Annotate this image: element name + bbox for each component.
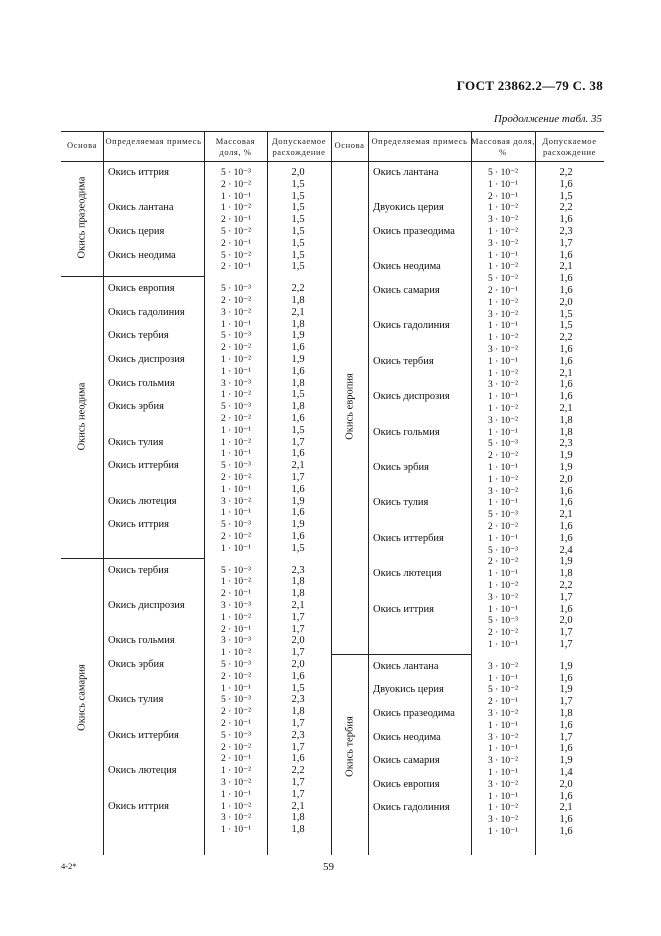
left-tolerance-value: 2,3 (291, 729, 305, 741)
right-mass-fraction: 3 · 10⁻² (487, 415, 519, 426)
right-mass-fraction: 2 · 10⁻¹ (487, 191, 519, 202)
right-tolerance-value: 2,4 (559, 544, 573, 556)
left-mass-fraction: 1 · 10⁻² (220, 766, 252, 777)
right-tolerance-value: 1,7 (559, 591, 573, 603)
left-mass-fraction: 5 · 10⁻³ (220, 520, 252, 531)
left-tolerance-value: 1,5 (291, 682, 305, 694)
left-tolerance-value: 1,5 (291, 202, 305, 214)
right-mass-fraction: 1 · 10⁻² (487, 203, 519, 214)
left-mass-fraction: 2 · 10⁻² (220, 343, 252, 354)
right-tolerance-value: 1,6 (559, 379, 573, 391)
left-tolerance-value: 1,6 (291, 483, 305, 495)
column-header-tolerance: Допускаемое расхождение (542, 136, 597, 157)
left-tolerance-value: 1,5 (291, 190, 305, 202)
left-mass-fraction: 3 · 10⁻² (220, 813, 252, 824)
right-mass-fraction: 3 · 10⁻² (487, 486, 519, 497)
right-impurity-name: Окись гольмия (373, 426, 440, 438)
left-mass-fraction: 1 · 10⁻¹ (220, 449, 252, 460)
left-mass-fraction: 1 · 10⁻¹ (220, 508, 252, 519)
right-mass-fraction: 1 · 10⁻¹ (487, 356, 519, 367)
right-tolerance-value: 1,6 (559, 285, 573, 296)
right-mass-fraction: 3 · 10⁻² (487, 380, 519, 391)
right-mass-fraction: 2 · 10⁻² (487, 451, 519, 462)
right-impurity-name: Окись тербия (373, 355, 434, 367)
right-mass-fraction: 2 · 10⁻² (487, 628, 519, 639)
left-tolerance-value: 1,6 (291, 507, 305, 519)
left-impurity-name: Окись диспрозия (108, 600, 185, 611)
table-top-rule (61, 131, 604, 132)
left-mass-fraction: 2 · 10⁻² (220, 707, 252, 718)
left-base-label: Окись неодима (76, 382, 88, 451)
right-mass-fraction: 1 · 10⁻² (487, 581, 519, 591)
right-impurity-name: Окись неодима (373, 731, 441, 743)
left-tolerance-value: 1,5 (291, 424, 305, 436)
right-base-label: Окись европия (344, 373, 355, 440)
right-tolerance-value: 1,7 (559, 696, 573, 708)
left-mass-fraction: 2 · 10⁻² (220, 296, 252, 306)
right-tolerance-value: 1,7 (559, 639, 573, 650)
left-base-label: Окись празеодима (76, 176, 88, 259)
right-impurity-name: Окись самария (373, 755, 440, 767)
right-tolerance-value: 1,9 (559, 755, 573, 767)
left-tolerance-value: 2,0 (291, 659, 305, 670)
right-mass-fraction: 1 · 10⁻¹ (487, 768, 519, 778)
left-mass-fraction: 1 · 10⁻¹ (220, 484, 252, 495)
left-group-rule (61, 276, 204, 277)
right-tolerance-value: 2,2 (559, 202, 573, 214)
left-tolerance-value: 1,8 (291, 588, 305, 600)
left-tolerance-value: 2,0 (291, 167, 305, 178)
table-continued-caption: Продолжение табл. 35 (493, 113, 602, 125)
right-impurity-name: Окись гадолиния (373, 320, 450, 332)
right-tolerance-value: 1,5 (559, 320, 573, 332)
left-mass-fraction: 2 · 10⁻¹ (220, 215, 252, 226)
left-tolerance-value: 1,6 (291, 753, 305, 765)
right-tolerance-value: 2,0 (559, 778, 573, 790)
left-tolerance-value: 1,7 (291, 611, 305, 623)
left-group-rule (61, 558, 204, 559)
left-mass-fraction: 5 · 10⁻³ (220, 461, 252, 472)
left-mass-fraction: 1 · 10⁻² (220, 355, 252, 365)
right-tolerance-value: 1,6 (559, 603, 573, 615)
left-tolerance-value: 1,7 (291, 623, 305, 635)
left-tolerance-value: 1,5 (291, 542, 305, 554)
right-mass-fraction: 1 · 10⁻¹ (487, 604, 519, 615)
right-mass-fraction: 1 · 10⁻¹ (487, 498, 519, 509)
left-mass-fraction: 1 · 10⁻² (220, 648, 252, 659)
right-mass-fraction: 1 · 10⁻² (487, 333, 519, 344)
left-tolerance-value: 1,9 (291, 495, 305, 507)
left-impurity-name: Окись неодима (108, 249, 176, 261)
column-rule (471, 131, 472, 855)
left-impurity-name: Окись эрбия (108, 401, 164, 413)
left-tolerance-value: 1,7 (291, 788, 305, 800)
right-tolerance-value: 1,6 (559, 743, 573, 755)
left-tolerance-value: 1,8 (291, 295, 305, 306)
column-header-impurity: Определяемая примесь (371, 136, 468, 146)
right-mass-fraction: 1 · 10⁻² (487, 404, 519, 414)
right-tolerance-value: 1,7 (559, 731, 573, 743)
left-mass-fraction: 5 · 10⁻³ (220, 284, 252, 295)
left-mass-fraction: 2 · 10⁻² (220, 179, 252, 190)
column-rule (368, 131, 369, 855)
right-tolerance-value: 1,6 (559, 672, 573, 684)
right-mass-fraction: 3 · 10⁻² (487, 309, 519, 320)
left-mass-fraction: 1 · 10⁻¹ (220, 319, 252, 330)
right-tolerance-value: 1,6 (559, 826, 573, 837)
left-tolerance-value: 2,0 (291, 635, 305, 647)
right-tolerance-value: 1,7 (559, 237, 573, 249)
left-impurity-name: Окись гадолиния (108, 306, 185, 318)
right-mass-fraction: 1 · 10⁻² (487, 227, 519, 237)
left-impurity-name: Окись тербия (108, 564, 169, 576)
right-mass-fraction: 3 · 10⁻² (487, 592, 519, 603)
left-tolerance-value: 1,6 (291, 448, 305, 460)
table-header-rule (61, 161, 604, 162)
page-number: 59 (323, 861, 334, 873)
left-impurity-name: Окись церия (108, 226, 165, 237)
left-tolerance-value: 1,7 (291, 436, 305, 448)
right-impurity-name: Окись лютеция (373, 568, 442, 580)
right-tolerance-value: 2,0 (559, 615, 573, 627)
left-tolerance-value: 1,8 (291, 706, 305, 718)
left-tolerance-value: 1,8 (291, 401, 305, 413)
left-tolerance-value: 1,7 (291, 647, 305, 659)
left-mass-fraction: 5 · 10⁻² (220, 250, 252, 261)
left-impurity-name: Окись тулия (108, 436, 164, 448)
right-tolerance-value: 1,9 (559, 556, 573, 568)
right-impurity-name: Окись лантана (373, 167, 439, 178)
right-tolerance-value: 1,8 (559, 414, 573, 426)
column-header-base: Основа (334, 140, 365, 150)
left-tolerance-value: 2,1 (291, 800, 305, 812)
right-tolerance-value: 1,8 (559, 568, 573, 580)
left-tolerance-value: 1,7 (291, 472, 305, 483)
data-table (61, 131, 604, 855)
left-mass-fraction: 1 · 10⁻¹ (220, 425, 252, 436)
left-mass-fraction: 1 · 10⁻¹ (220, 366, 252, 377)
right-impurity-name: Окись гадолиния (373, 802, 450, 814)
right-impurity-name: Окись эрбия (373, 462, 429, 473)
right-mass-fraction: 5 · 10⁻³ (487, 545, 519, 556)
right-tolerance-value: 2,1 (559, 802, 573, 814)
left-tolerance-value: 2,1 (291, 306, 305, 318)
right-mass-fraction: 5 · 10⁻² (487, 274, 519, 285)
right-tolerance-value: 1,6 (559, 391, 573, 403)
right-tolerance-value: 2,2 (559, 332, 573, 344)
right-tolerance-value: 2,1 (559, 367, 573, 379)
left-impurity-name: Окись тулия (108, 694, 164, 706)
right-tolerance-value: 1,6 (559, 273, 573, 285)
left-mass-fraction: 2 · 10⁻¹ (220, 754, 252, 765)
left-impurity-name: Окись иттрия (108, 800, 170, 812)
right-tolerance-value: 1,6 (559, 814, 573, 826)
left-mass-fraction: 1 · 10⁻¹ (220, 825, 252, 836)
left-impurity-name: Окись лантана (108, 202, 174, 214)
left-mass-fraction: 1 · 10⁻² (220, 801, 252, 812)
left-mass-fraction: 1 · 10⁻² (220, 390, 252, 401)
right-mass-fraction: 1 · 10⁻¹ (487, 321, 519, 332)
right-mass-fraction: 1 · 10⁻² (487, 803, 519, 814)
right-mass-fraction: 1 · 10⁻¹ (487, 569, 519, 580)
column-rule (204, 131, 205, 855)
right-tolerance-value: 2,1 (559, 261, 573, 273)
left-mass-fraction: 3 · 10⁻³ (220, 601, 252, 611)
column-header-mass: Массовая доля, % (471, 136, 535, 157)
left-tolerance-value: 1,9 (291, 330, 305, 342)
left-mass-fraction: 1 · 10⁻¹ (220, 543, 252, 554)
right-mass-fraction: 1 · 10⁻² (487, 297, 519, 308)
footer-note: 4-2* (61, 861, 77, 871)
right-base-label: Окись тербия (344, 716, 355, 778)
left-tolerance-value: 1,8 (291, 318, 305, 330)
right-mass-fraction: 5 · 10⁻³ (487, 510, 519, 521)
left-tolerance-value: 2,3 (291, 694, 305, 706)
left-mass-fraction: 3 · 10⁻² (220, 496, 252, 507)
left-mass-fraction: 5 · 10⁻³ (220, 695, 252, 706)
left-mass-fraction: 2 · 10⁻² (220, 473, 252, 483)
left-mass-fraction: 2 · 10⁻¹ (220, 589, 252, 600)
right-mass-fraction: 1 · 10⁻² (487, 262, 519, 273)
right-tolerance-value: 1,8 (559, 426, 573, 438)
right-mass-fraction: 1 · 10⁻¹ (487, 640, 519, 650)
left-tolerance-value: 1,7 (291, 741, 305, 753)
right-mass-fraction: 2 · 10⁻¹ (487, 697, 519, 708)
right-tolerance-value: 1,9 (559, 684, 573, 696)
right-mass-fraction: 1 · 10⁻¹ (487, 427, 519, 438)
right-mass-fraction: 2 · 10⁻¹ (487, 286, 519, 296)
right-mass-fraction: 1 · 10⁻² (487, 474, 519, 485)
right-tolerance-value: 1,9 (559, 660, 573, 672)
left-impurity-name: Окись диспрозия (108, 354, 185, 365)
left-mass-fraction: 1 · 10⁻¹ (220, 789, 252, 800)
left-mass-fraction: 1 · 10⁻² (220, 612, 252, 623)
column-header-tolerance: Допускаемое расхождение (271, 136, 327, 157)
right-tolerance-value: 1,4 (559, 767, 573, 778)
left-mass-fraction: 5 · 10⁻³ (220, 168, 252, 178)
right-mass-fraction: 1 · 10⁻¹ (487, 463, 519, 473)
left-impurity-name: Окись иттербия (108, 460, 179, 472)
right-mass-fraction: 1 · 10⁻¹ (487, 791, 519, 802)
right-mass-fraction: 5 · 10⁻³ (487, 439, 519, 450)
left-mass-fraction: 2 · 10⁻¹ (220, 719, 252, 729)
left-mass-fraction: 2 · 10⁻¹ (220, 262, 252, 273)
left-tolerance-value: 1,7 (291, 718, 305, 729)
left-mass-fraction: 5 · 10⁻³ (220, 402, 252, 413)
column-rule (535, 131, 536, 855)
right-tolerance-value: 1,8 (559, 708, 573, 719)
left-tolerance-value: 1,9 (291, 519, 305, 531)
right-tolerance-value: 1,5 (559, 308, 573, 320)
left-mass-fraction: 5 · 10⁻³ (220, 565, 252, 576)
right-impurity-name: Окись самария (373, 285, 440, 296)
right-impurity-name: Двуокись церия (373, 202, 444, 214)
left-tolerance-value: 1,6 (291, 413, 305, 424)
column-rule (103, 131, 104, 855)
left-base-label: Окись самария (76, 664, 88, 732)
right-impurity-name: Окись иттербия (373, 532, 444, 544)
right-impurity-name: Двуокись церия (373, 684, 444, 696)
left-mass-fraction: 5 · 10⁻³ (220, 730, 252, 741)
column-header-mass: Массовая доля, % (215, 136, 256, 157)
right-mass-fraction: 1 · 10⁻¹ (487, 673, 519, 684)
right-mass-fraction: 1 · 10⁻² (487, 368, 519, 379)
right-mass-fraction: 3 · 10⁻² (487, 815, 519, 826)
left-impurity-name: Окись иттрия (108, 519, 170, 531)
right-tolerance-value: 1,6 (559, 532, 573, 544)
left-tolerance-value: 1,8 (291, 824, 305, 836)
right-tolerance-value: 1,9 (559, 450, 573, 462)
right-tolerance-value: 1,6 (559, 178, 573, 190)
right-impurity-name: Окись диспрозия (373, 391, 450, 403)
left-impurity-name: Окись иттрия (108, 167, 170, 178)
right-impurity-name: Окись неодима (373, 261, 441, 273)
left-tolerance-value: 2,3 (291, 564, 305, 576)
left-mass-fraction: 3 · 10⁻² (220, 307, 252, 318)
left-tolerance-value: 2,1 (291, 600, 305, 611)
right-mass-fraction: 3 · 10⁻² (487, 345, 519, 355)
left-impurity-name: Окись гольмия (108, 635, 175, 647)
right-impurity-name: Окись празеодима (373, 708, 455, 719)
right-tolerance-value: 1,6 (559, 790, 573, 802)
right-tolerance-value: 2,2 (559, 167, 573, 178)
right-group-rule (331, 654, 471, 655)
right-mass-fraction: 1 · 10⁻¹ (487, 533, 519, 544)
left-tolerance-value: 1,6 (291, 342, 305, 354)
left-impurity-name: Окись лютеция (108, 765, 177, 777)
right-impurity-name: Окись европия (373, 778, 440, 790)
left-mass-fraction: 5 · 10⁻³ (220, 331, 252, 342)
left-mass-fraction: 1 · 10⁻² (220, 203, 252, 214)
right-mass-fraction: 1 · 10⁻¹ (487, 250, 519, 261)
right-tolerance-value: 1,6 (559, 249, 573, 261)
left-tolerance-value: 2,2 (291, 765, 305, 777)
right-mass-fraction: 1 · 10⁻¹ (487, 827, 519, 837)
left-impurity-name: Окись гольмия (108, 377, 175, 389)
left-tolerance-value: 1,7 (291, 777, 305, 788)
left-mass-fraction: 2 · 10⁻² (220, 414, 252, 424)
left-impurity-name: Окись иттербия (108, 729, 179, 741)
left-mass-fraction: 3 · 10⁻³ (220, 636, 252, 647)
left-tolerance-value: 2,2 (291, 283, 305, 295)
left-tolerance-value: 1,5 (291, 237, 305, 249)
right-tolerance-value: 2,2 (559, 580, 573, 591)
left-tolerance-value: 1,8 (291, 377, 305, 389)
left-mass-fraction: 1 · 10⁻² (220, 437, 252, 448)
right-tolerance-value: 1,7 (559, 627, 573, 639)
right-impurity-name: Окись лантана (373, 660, 439, 672)
right-tolerance-value: 1,6 (559, 497, 573, 509)
right-tolerance-value: 2,3 (559, 226, 573, 237)
left-tolerance-value: 2,1 (291, 460, 305, 472)
left-mass-fraction: 1 · 10⁻² (220, 577, 252, 588)
left-mass-fraction: 2 · 10⁻¹ (220, 624, 252, 635)
right-tolerance-value: 2,3 (559, 438, 573, 450)
left-impurity-name: Окись тербия (108, 330, 169, 342)
page-header-title: ГОСТ 23862.2—79 С. 38 (456, 78, 603, 93)
left-tolerance-value: 1,6 (291, 670, 305, 682)
left-tolerance-value: 1,5 (291, 389, 305, 401)
right-mass-fraction: 1 · 10⁻¹ (487, 179, 519, 190)
right-tolerance-value: 1,5 (559, 190, 573, 202)
right-mass-fraction: 1 · 10⁻¹ (487, 744, 519, 755)
right-tolerance-value: 2,0 (559, 473, 573, 485)
right-tolerance-value: 2,0 (559, 296, 573, 308)
right-mass-fraction: 3 · 10⁻² (487, 779, 519, 790)
right-tolerance-value: 2,1 (559, 403, 573, 414)
right-mass-fraction: 5 · 10⁻² (487, 168, 519, 178)
left-tolerance-value: 1,6 (291, 365, 305, 377)
right-mass-fraction: 1 · 10⁻¹ (487, 720, 519, 731)
right-impurity-name: Окись празеодима (373, 226, 455, 237)
right-tolerance-value: 1,6 (559, 355, 573, 367)
left-tolerance-value: 1,5 (291, 214, 305, 226)
right-mass-fraction: 5 · 10⁻² (487, 685, 519, 696)
right-impurity-name: Окись иттрия (373, 603, 435, 615)
right-mass-fraction: 3 · 10⁻² (487, 709, 519, 719)
left-tolerance-value: 1,5 (291, 261, 305, 273)
left-mass-fraction: 2 · 10⁻² (220, 532, 252, 542)
left-mass-fraction: 2 · 10⁻¹ (220, 238, 252, 249)
right-mass-fraction: 5 · 10⁻³ (487, 616, 519, 627)
right-impurity-name: Окись тулия (373, 497, 429, 509)
right-tolerance-value: 2,1 (559, 509, 573, 521)
right-mass-fraction: 3 · 10⁻² (487, 238, 519, 249)
left-tolerance-value: 1,5 (291, 249, 305, 261)
left-impurity-name: Окись лютеция (108, 495, 177, 507)
right-mass-fraction: 3 · 10⁻² (487, 661, 519, 672)
left-tolerance-value: 1,8 (291, 812, 305, 824)
left-mass-fraction: 5 · 10⁻² (220, 227, 252, 237)
left-mass-fraction: 2 · 10⁻² (220, 671, 252, 682)
right-mass-fraction: 3 · 10⁻² (487, 215, 519, 226)
column-rule (331, 131, 332, 855)
left-tolerance-value: 1,8 (291, 576, 305, 588)
left-tolerance-value: 1,6 (291, 531, 305, 542)
right-mass-fraction: 3 · 10⁻² (487, 732, 519, 743)
right-mass-fraction: 1 · 10⁻¹ (487, 392, 519, 403)
right-mass-fraction: 2 · 10⁻² (487, 522, 519, 532)
right-tolerance-value: 1,6 (559, 214, 573, 226)
right-tolerance-value: 1,6 (559, 719, 573, 731)
column-header-base: Основа (67, 140, 97, 150)
left-impurity-name: Окись эрбия (108, 659, 164, 670)
left-mass-fraction: 3 · 10⁻³ (220, 378, 252, 389)
right-tolerance-value: 1,6 (559, 344, 573, 355)
column-header-impurity: Определяемая примесь (105, 136, 202, 146)
column-rule (267, 131, 268, 855)
left-tolerance-value: 1,5 (291, 178, 305, 190)
right-mass-fraction: 2 · 10⁻² (487, 557, 519, 568)
left-mass-fraction: 1 · 10⁻¹ (220, 191, 252, 202)
left-mass-fraction: 5 · 10⁻³ (220, 660, 252, 670)
left-impurity-name: Окись европия (108, 283, 175, 295)
left-tolerance-value: 1,9 (291, 354, 305, 365)
right-tolerance-value: 1,6 (559, 521, 573, 532)
left-mass-fraction: 1 · 10⁻¹ (220, 683, 252, 694)
left-mass-fraction: 2 · 10⁻² (220, 742, 252, 753)
right-mass-fraction: 3 · 10⁻² (487, 756, 519, 767)
right-tolerance-value: 1,9 (559, 462, 573, 473)
left-mass-fraction: 3 · 10⁻² (220, 778, 252, 788)
left-tolerance-value: 1,5 (291, 226, 305, 237)
right-tolerance-value: 1,6 (559, 485, 573, 497)
